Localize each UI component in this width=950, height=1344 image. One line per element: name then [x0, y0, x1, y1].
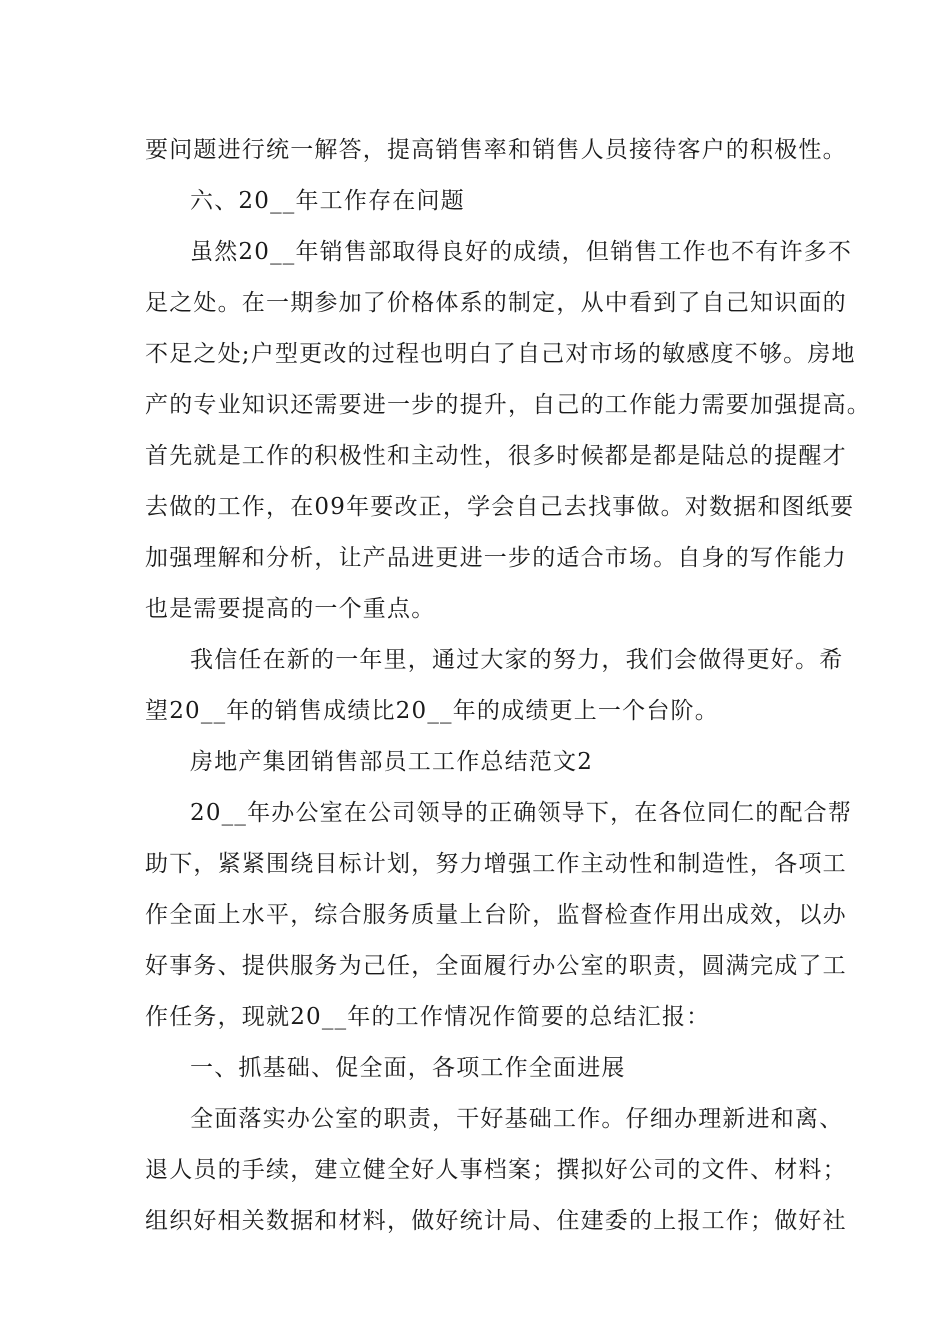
paragraph-first-line: 20__年办公室在公司领导的正确领导下，在各位同仁的配合帮 [190, 800, 853, 826]
article-title: 房地产集团销售部员工工作总结范文2 [190, 749, 594, 775]
text-line: 退人员的手续，建立健全好人事档案；撰拟好公司的文件、材料； [145, 1157, 847, 1183]
text-line: 要问题进行统一解答，提高销售率和销售人员接待客户的积极性。 [145, 137, 847, 163]
text-line: 加强理解和分析，让产品进更进一步的适合市场。自身的写作能力 [145, 545, 847, 571]
text-line: 去做的工作，在09年要改正，学会自己去找事做。对数据和图纸要 [145, 494, 855, 520]
text-line: 足之处。在一期参加了价格体系的制定，从中看到了自己知识面的 [145, 290, 847, 316]
paragraph-first-line: 全面落实办公室的职责，干好基础工作。仔细办理新进和离、 [190, 1106, 844, 1132]
text-line: 好事务、提供服务为己任，全面履行办公室的职责，圆满完成了工 [145, 953, 847, 979]
text-line: 助下，紧紧围绕目标计划，努力增强工作主动性和制造性，各项工 [145, 851, 847, 877]
paragraph-first-line: 我信任在新的一年里，通过大家的努力，我们会做得更好。希 [190, 647, 844, 673]
text-line: 望20__年的销售成绩比20__年的成绩更上一个台阶。 [145, 698, 719, 724]
text-line: 组织好相关数据和材料，做好统计局、住建委的上报工作；做好社 [145, 1208, 847, 1234]
section-heading: 一、抓基础、促全面，各项工作全面进展 [190, 1055, 626, 1081]
text-line: 作全面上水平，综合服务质量上台阶，监督检查作用出成效，以办 [145, 902, 847, 928]
paragraph-first-line: 虽然20__年销售部取得良好的成绩，但销售工作也不有许多不 [190, 239, 853, 265]
text-line: 产的专业知识还需要进一步的提升，自己的工作能力需要加强提高。 [145, 392, 871, 418]
text-line: 也是需要提高的一个重点。 [145, 596, 436, 622]
section-heading: 六、20__年工作存在问题 [190, 188, 465, 214]
text-line: 不足之处;户型更改的过程也明白了自己对市场的敏感度不够。房地 [145, 341, 856, 367]
text-line: 作任务，现就20__年的工作情况作简要的总结汇报： [145, 1004, 711, 1030]
text-line: 首先就是工作的积极性和主动性，很多时候都是都是陆总的提醒才 [145, 443, 847, 469]
